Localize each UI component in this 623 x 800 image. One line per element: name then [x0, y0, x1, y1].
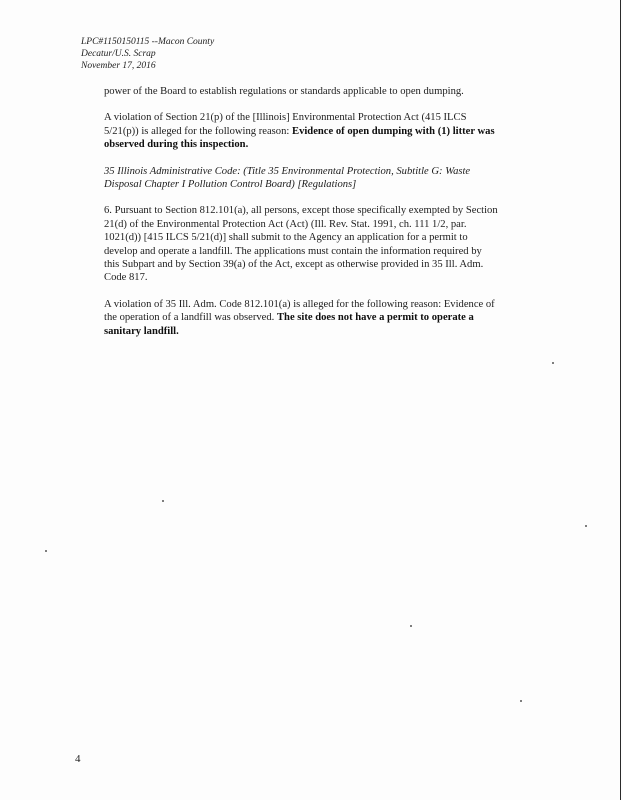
- violation-812-reason: The site does not have a permit to operate a sanitary landfill.: [104, 312, 474, 337]
- paragraph-continuation: power of the Board to establish regulations or standards applicable to open dumping.: [104, 86, 464, 97]
- header-site-line: Decatur/U.S. Scrap: [81, 49, 156, 59]
- paragraph-violation-21p: [104, 111, 499, 151]
- scan-speck: [162, 500, 164, 502]
- scan-speck: [552, 362, 554, 364]
- violation-21p-reason: Evidence of open dumping with (1) litter was observed during this inspection.: [104, 125, 495, 151]
- header-reference-line: LPC#1150150115 --Macon County: [81, 37, 215, 47]
- paragraph-violation-812: [104, 298, 499, 338]
- scan-speck: [45, 550, 47, 552]
- scan-speck: [410, 625, 412, 627]
- paragraph-code-citation: 35 Illinois Administrative Code: (Title 35 Environmental Protection, Subtitle G: Waste Disposal Chapter I Pollution Control Board) [Regulations]: [104, 165, 471, 191]
- document-body: [104, 85, 499, 351]
- violation-812-text: A violation of 35 Ill. Adm. Code 812.101(a) is alleged for the following reason: Evidence of the operation of a landfill was observed.: [104, 298, 495, 324]
- scan-speck: [585, 525, 587, 527]
- paragraph-section-812: 6. Pursuant to Section 812.101(a), all persons, except those specifically exempted by Section 21(d) of the Environmental Protection Act (Act) (Ill. Rev. Stat. 1991, ch. 111 1/2, par. 1021(d)) [415 ILCS 5/21(d)] shall submit to the Agency an application for a permit to develop and operate a landfill. The applications must contain the information required by this Subpart and by Section 39(a) of the Act, except as otherwise provided in 35 Ill. Adm. Code 817.: [104, 205, 498, 284]
- header-date-line: November 17, 2016: [81, 61, 156, 71]
- scan-edge-line: [620, 0, 621, 800]
- document-header: [81, 36, 214, 72]
- page-number: 4: [75, 753, 81, 765]
- violation-21p-text: A violation of Section 21(p) of the [Illinois] Environmental Protection Act (415 ILCS 5/21(p)) is alleged for the following reason:: [104, 112, 467, 137]
- scan-speck: [520, 700, 522, 702]
